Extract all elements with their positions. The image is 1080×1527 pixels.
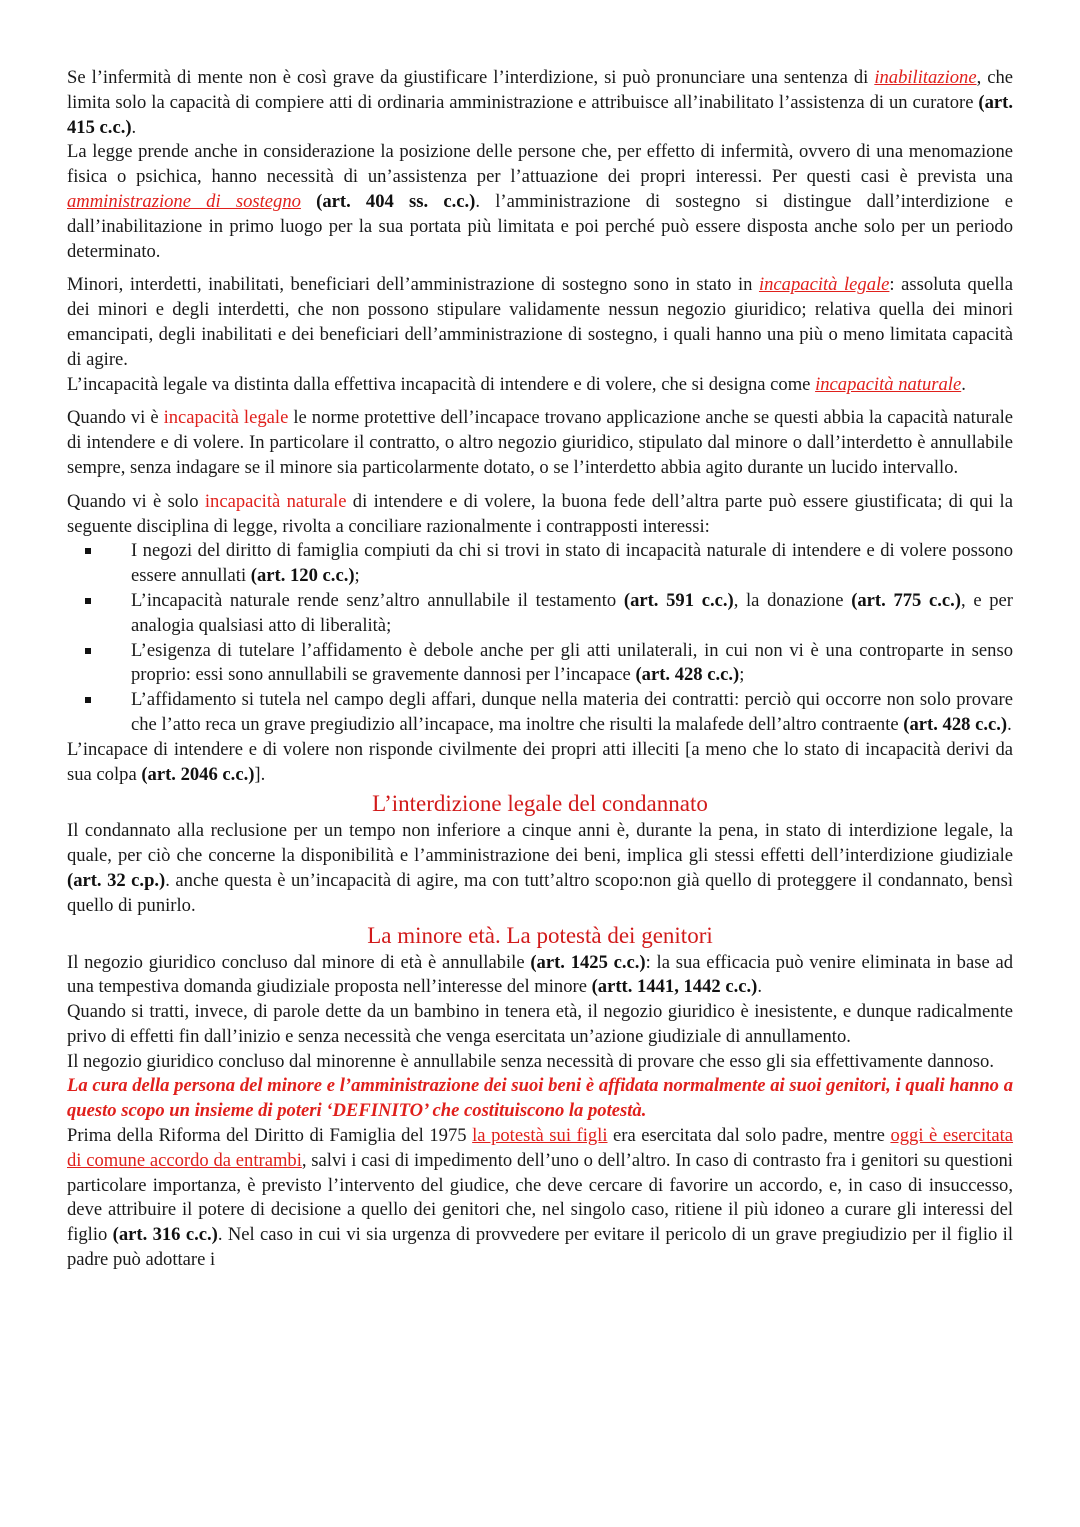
list-item: L’incapacità naturale rende senz’altro annullabile il testamento (art. 591 c.c.), la donazione (art. 775 c.c.), e per analogia qualsiasi atto di liberalità; (131, 589, 1013, 639)
term-inabilitazione: inabilitazione (874, 67, 977, 88)
article-reference: (art. 404 ss. c.c.) (316, 190, 476, 212)
article-reference: (art. 428 c.c.) (635, 664, 740, 686)
paragraph-incapacita-legale: Minori, interdetti, inabilitati, beneficiari dell’amministrazione di sostegno sono in stato in incapacità legale: assoluta quella dei minori e degli interdetti, che non possono stipulare validamente nessun negozio giuridico; relativa quella dei minori emancipati, degli inabilitati e dei beneficiari dell’amministrazione di sostegno, i quali hanno una più o meno limitata capacità di agire. (67, 274, 1013, 370)
article-reference: (art. 32 c.p.) (67, 869, 166, 891)
paragraph-quando-incapacita-naturale: Quando vi è solo incapacità naturale di intendere e di volere, la buona fede dell’altra parte può essere giustificata; di qui la seguente disciplina di legge, rivolta a conciliare razionalmente i contrapposti interessi: (67, 490, 1013, 537)
list-item: L’affidamento si tutela nel campo degli affari, dunque nella materia dei contratti: perciò qui occorre non solo provare che l’atto reca un grave pregiudizio all’incapace, ma inoltre che risulti la malafede dell’altro contraente (art. 428 c.c.). (131, 688, 1013, 738)
paragraph-minorenne: Il negozio giuridico concluso dal minorenne è annullabile senza necessità di provare che esso gli sia effettivamente dannoso. (67, 1050, 994, 1072)
paragraph-incapacita-naturale: L’incapacità legale va distinta dalla effettiva incapacità di intendere e di volere, che si designa come incapacità naturale. (67, 373, 966, 395)
paragraph-bambino: Quando si tratti, invece, di parole dette da un bambino in tenera età, il negozio giuridico è inesistente, e dunque radicalmente privo di effetti fin dall’inizio e senza necessità che venga esercitata un’azione giudiziale di annullamento. (67, 1001, 1013, 1047)
term-comune-accordo: oggi è esercitata di comune accordo da entrambi (67, 1125, 1014, 1171)
term-incapacita-legale: incapacità legale (758, 274, 890, 296)
paragraph-inabilitazione: Se l’infermità di mente non è così grave da giustificare l’interdizione, si può pronunciare una sentenza di inabilitazione, che limita solo la capacità di compiere atti di ordinaria amministrazione e attribuisce all’inabilitato l’assistenza di un curatore (art. 415 c.c.). (67, 67, 1014, 138)
list-item: I negozi del diritto di famiglia compiuti da chi si trovi in stato di incapacità naturale di intendere e di volere possono essere annullati (art. 120 c.c.); (131, 539, 1013, 589)
highlight-incapacita-legale: incapacità legale (163, 407, 289, 429)
list-item: L’esigenza di tutelare l’affidamento è debole anche per gli atti unilaterali, in cui non vi è una controparte in senso proprio: essi sono annullabili se gravemente dannosi per l’incapace (art. 428 c.c.); (131, 639, 1013, 689)
bullet-list (67, 539, 1013, 737)
term-potesta-sui-figli: la potestà sui figli (472, 1125, 608, 1147)
paragraph-riforma-1975: Prima della Riforma del Diritto di Famiglia del 1975 la potestà sui figli era esercitata dal solo padre, mentre oggi è esercitata di comune accordo da entrambi, salvi i casi di impedimento dell’uno o dell’altro. In caso di contrasto fra i genitori su questioni particolare importanza, è previsto l’intervento del giudice, che deve cercare di favorire un accordo, e, in caso di insuccesso, deve attribuire il potere di decisione a quello dei genitori che, nel singolo caso, ritiene il più idoneo a curare gli interessi del figlio (art. 316 c.c.). Nel caso in cui vi sia urgenza di provvedere per evitare il pericolo di un grave pregiudizio per il figlio il padre può adottare i (67, 1125, 1014, 1271)
section-heading-minore-eta: La minore età. La potestà dei genitori (367, 922, 713, 948)
article-reference: (art. 316 c.c.) (112, 1224, 218, 1246)
article-reference: (art. 415 c.c.) (67, 91, 1013, 138)
paragraph-amministrazione-sostegno: La legge prende anche in considerazione la posizione delle persone che, per effetto di infermità, ovvero di una menomazione fisica o psichica, hanno necessità di un’assistenza per l’attuazione dei propri interessi. Per questi casi è prevista una amministrazione di sostegno (art. 404 ss. c.c.). l’amministrazione di sostegno si distingue dall’interdizione e dall’inabilitazione in primo luogo per la sua portata più limitata e poi perché può essere disposta anche solo per un periodo determinato. (67, 141, 1013, 262)
section-heading-interdizione-legale: L’interdizione legale del condannato (372, 791, 708, 817)
article-reference: (art. 775 c.c.) (851, 589, 961, 611)
paragraph-negozio-minore: Il negozio giuridico concluso dal minore di età è annullabile (art. 1425 c.c.): la sua efficacia può venire eliminata in base ad una tempestiva domanda giudiziale proposta nell’interesse del minore (artt. 1441, 1442 c.c.). (67, 951, 1014, 998)
paragraph-quando-incapacita-legale: Quando vi è incapacità legale le norme protettive dell’incapace trovano applicazione anche se questi abbia la capacità naturale di intendere e di volere. In particolare il contratto, o altro negozio giuridico, stipulato dal minore o dall’interdetto è annullabile sempre, senza indagare se il minore sia particolarmente dotato, o se l’interdetto abbia agito durante un lucido intervallo. (67, 407, 1013, 478)
article-reference: (art. 1425 c.c.) (530, 951, 646, 973)
term-incapacita-naturale: incapacità naturale (815, 373, 962, 395)
paragraph-illeciti: L’incapace di intendere e di volere non risponde civilmente dei propri atti illeciti [a meno che lo stato di incapacità derivi da sua colpa (art. 2046 c.c.)]. (67, 738, 1013, 785)
term-amministrazione-di-sostegno: amministrazione di sostegno (67, 190, 301, 212)
document-page (67, 0, 1013, 1273)
article-reference: (art. 428 c.c.) (903, 713, 1008, 735)
highlight-incapacita-naturale: incapacità naturale (204, 490, 347, 512)
paragraph-condannato: Il condannato alla reclusione per un tempo non inferiore a cinque anni è, durante la pena, in stato di interdizione legale, la quale, per ciò che concerne la disponibilità e l’amministrazione dei beni, implica gli stessi effetti dell’interdizione giudiziale (art. 32 c.p.). anche questa è un’incapacità di agire, ma con tutt’altro scopo:non già quello di proteggere il condannato, bensì quello di punirlo. (67, 820, 1013, 916)
article-reference: (art. 120 c.c.) (250, 565, 355, 587)
article-reference: (art. 591 c.c.) (623, 589, 734, 611)
paragraph-cura-persona-emphasis: La cura della persona del minore e l’amministrazione dei suoi beni è affidata normalmente ai suoi genitori, i quali hanno a questo scopo un insieme di poteri ‘DEFINITO’ che costituiscono la potestà. (67, 1075, 1013, 1122)
article-reference: (artt. 1441, 1442 c.c.) (591, 976, 758, 998)
article-reference: (art. 2046 c.c.) (141, 763, 255, 785)
